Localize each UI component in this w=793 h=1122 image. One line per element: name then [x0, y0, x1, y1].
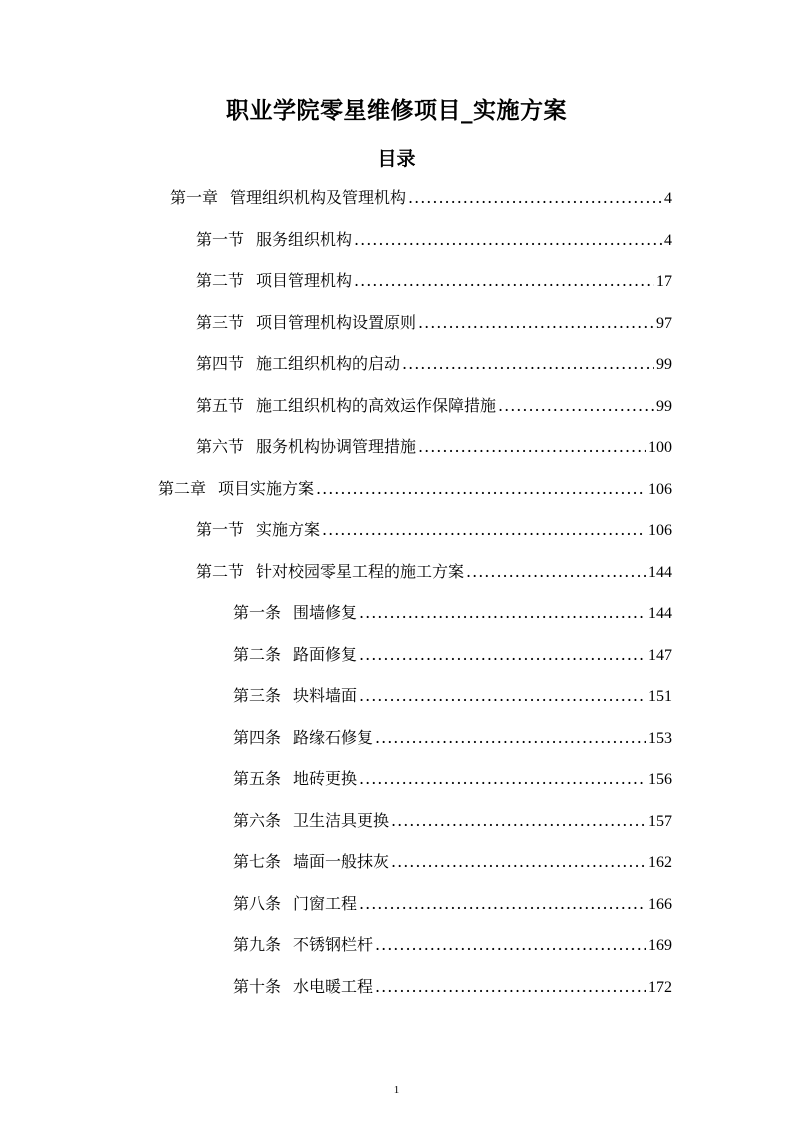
toc-dot-leader: [391, 847, 646, 877]
toc-entry[interactable]: [233, 972, 672, 1002]
toc-entry[interactable]: [196, 349, 672, 379]
toc-entry-page: 106: [648, 480, 672, 498]
toc-entry[interactable]: [233, 930, 672, 960]
toc-dot-leader: [316, 474, 646, 504]
toc-entry-page: 172: [648, 978, 672, 996]
toc-dot-leader: [402, 349, 654, 379]
toc-dot-leader: [418, 308, 654, 338]
toc-dot-leader: [322, 515, 646, 545]
toc-entry-title: 不锈钢栏杆: [293, 935, 374, 954]
toc-entry-page: 144: [648, 605, 672, 622]
toc-entry-number: 第二条: [233, 644, 282, 664]
toc-dot-leader: [375, 930, 646, 960]
toc-entry-page: 99: [656, 397, 672, 415]
toc-dot-leader: [391, 806, 646, 836]
toc-dot-leader: [375, 972, 646, 1002]
toc-entry-title: 施工组织机构的高效运作保障措施: [256, 395, 497, 415]
toc-entry-title: 墙面一般抹灰: [293, 852, 390, 871]
toc-entry[interactable]: [233, 681, 672, 711]
toc-entry[interactable]: [233, 847, 672, 877]
toc-entry-number: 第二节: [196, 271, 245, 290]
toc-entry[interactable]: [196, 266, 672, 296]
toc-entry[interactable]: [233, 889, 672, 919]
toc-entry-number: 第七条: [233, 852, 282, 871]
toc-entry-page: 100: [648, 439, 672, 456]
toc-entry-number: 第四条: [233, 727, 282, 747]
toc-entry-number: 第二节: [196, 561, 245, 581]
toc-dot-leader: [375, 723, 646, 753]
toc-dot-leader: [359, 889, 646, 919]
toc-entry-title: 卫生洁具更换: [293, 810, 390, 830]
toc-entry-title: 施工组织机构的启动: [256, 354, 401, 373]
toc-entry-page: 156: [648, 771, 672, 788]
toc-entry-title: 水电暖工程: [293, 976, 374, 996]
toc-dot-leader: [466, 557, 646, 587]
toc-entry-number: 第九条: [233, 935, 282, 954]
toc-entry-title: 服务组织机构: [256, 229, 353, 249]
toc-entry-title: 项目实施方案: [218, 478, 315, 498]
toc-dot-leader: [354, 266, 654, 296]
toc-entry-number: 第五条: [233, 769, 282, 788]
toc-entry-number: 第四节: [196, 354, 245, 373]
toc-entry-number: 第一章: [170, 188, 219, 207]
toc-entry[interactable]: [196, 557, 672, 587]
toc-entry-page: 144: [648, 563, 672, 581]
toc-entry-number: 第一节: [196, 229, 245, 249]
page-number: 1: [393, 1084, 400, 1096]
toc-entry-page: 17: [656, 273, 672, 290]
toc-entry[interactable]: [196, 225, 672, 255]
toc-dot-leader: [408, 183, 662, 213]
toc-entry-number: 第十条: [233, 976, 282, 996]
toc-entry-page: 147: [648, 646, 672, 664]
toc-entry-number: 第三条: [233, 686, 282, 705]
toc-dot-leader: [359, 764, 646, 794]
toc-entry-title: 实施方案: [256, 520, 321, 539]
toc-entry-number: 第六节: [196, 437, 245, 456]
toc-entry[interactable]: [158, 474, 672, 504]
toc-entry[interactable]: [233, 764, 672, 794]
toc-entry-number: 第三节: [196, 312, 245, 332]
toc-entry-page: 99: [656, 356, 672, 373]
toc-entry-page: 153: [648, 729, 672, 747]
toc-entry-title: 项目管理机构设置原则: [256, 312, 417, 332]
toc-entry-page: 169: [648, 937, 672, 954]
toc-dot-leader: [418, 432, 646, 462]
toc-entry-title: 地砖更换: [293, 769, 358, 788]
toc-entry[interactable]: [196, 391, 672, 421]
toc-entry[interactable]: [170, 183, 672, 213]
toc-entry[interactable]: [233, 806, 672, 836]
toc-entry-number: 第五节: [196, 395, 245, 415]
toc-entry-number: 第八条: [233, 893, 282, 913]
toc-entry-title: 项目管理机构: [256, 271, 353, 290]
toc-entry-title: 围墙修复: [293, 603, 358, 622]
toc-dot-leader: [498, 391, 654, 421]
toc-dot-leader: [354, 225, 662, 255]
toc-entry-title: 针对校园零星工程的施工方案: [256, 561, 465, 581]
toc-entry[interactable]: [196, 432, 672, 462]
toc-dot-leader: [359, 681, 646, 711]
toc-entry-number: 第六条: [233, 810, 282, 830]
toc-entry-number: 第二章: [158, 478, 207, 498]
toc-entry-title: 块料墙面: [293, 686, 358, 705]
toc-entry-page: 4: [664, 190, 672, 207]
toc-entry-title: 服务机构协调管理措施: [256, 437, 417, 456]
toc-entry-page: 4: [664, 231, 672, 249]
toc-heading: 目录: [377, 148, 416, 170]
toc-entry-page: 157: [648, 812, 672, 830]
toc-entry-page: 166: [648, 895, 672, 913]
toc-entry[interactable]: [233, 723, 672, 753]
toc-dot-leader: [359, 598, 646, 628]
toc-entry-number: 第一节: [196, 520, 245, 539]
toc-entry-page: 162: [648, 854, 672, 871]
toc-entry-number: 第一条: [233, 603, 282, 622]
toc-entry-page: 151: [648, 688, 672, 705]
toc-entry[interactable]: [196, 308, 672, 338]
toc-dot-leader: [359, 640, 646, 670]
toc-entry-title: 路缘石修复: [293, 727, 374, 747]
toc-entry[interactable]: [233, 598, 672, 628]
document-title: 职业学院零星维修项目_实施方案: [226, 98, 567, 124]
toc-entry-title: 管理组织机构及管理机构: [230, 188, 407, 207]
toc-entry-title: 路面修复: [293, 644, 358, 664]
toc-entry[interactable]: [233, 640, 672, 670]
toc-entry[interactable]: [196, 515, 672, 545]
toc-entry-title: 门窗工程: [293, 893, 358, 913]
toc-entry-page: 97: [656, 314, 672, 332]
toc-entry-page: 106: [648, 522, 672, 539]
